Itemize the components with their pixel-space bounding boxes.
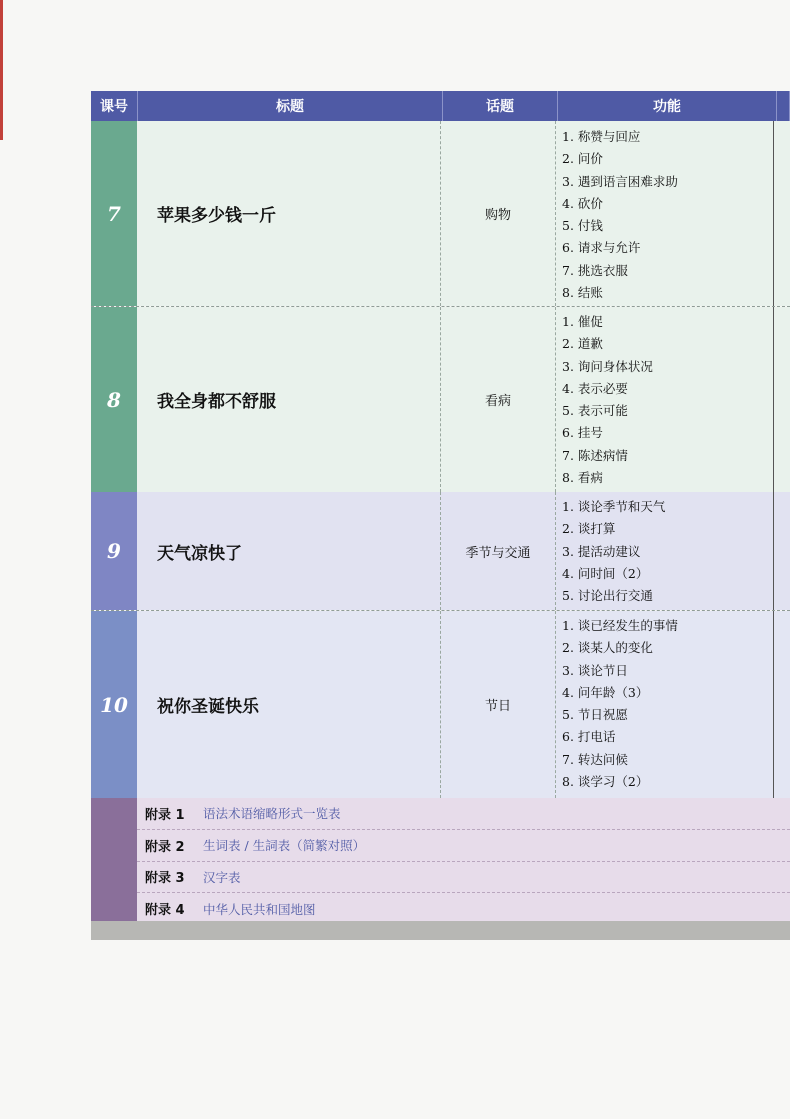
appendix-list — [137, 798, 790, 921]
function-item: 1. 谈论季节和天气 — [562, 499, 666, 514]
lesson-functions — [556, 492, 774, 610]
function-item: 5. 节日祝愿 — [562, 707, 628, 723]
appendix-label: 附录 2 — [145, 839, 185, 855]
lesson-number: 7 — [91, 121, 137, 306]
header-extra — [777, 91, 790, 121]
function-item: 2. 谈打算 — [562, 521, 616, 537]
function-item: 5. 讨论出行交通 — [562, 588, 653, 604]
function-item: 1. 谈已经发生的事情 — [562, 618, 678, 633]
table-header — [91, 91, 790, 121]
header-topic: 话题 — [443, 91, 558, 121]
appendix-title: 生词表 / 生詞表（简繁对照） — [203, 838, 366, 854]
function-item: 3. 谈论节日 — [562, 662, 628, 678]
function-item: 7. 挑选衣服 — [562, 262, 628, 278]
lesson-row — [91, 307, 790, 492]
function-item: 8. 谈学习（2） — [562, 774, 649, 790]
appendix-item[interactable] — [137, 798, 790, 830]
appendix-item[interactable] — [137, 830, 790, 862]
contents-table — [91, 91, 790, 940]
lesson-topic: 季节与交通 — [441, 492, 556, 610]
function-item: 4. 砍价 — [562, 195, 603, 211]
appendix-title: 汉字表 — [203, 869, 241, 885]
function-item: 7. 转达问候 — [562, 751, 628, 767]
appendix-title: 中华人民共和国地图 — [203, 901, 316, 917]
function-item: 7. 陈述病情 — [562, 447, 628, 463]
function-item: 3. 提活动建议 — [562, 543, 641, 559]
function-item: 4. 表示必要 — [562, 380, 628, 396]
lesson-functions — [556, 121, 774, 306]
appendix-label: 附录 1 — [145, 807, 185, 823]
lesson-functions — [556, 611, 774, 798]
row-extra — [774, 611, 790, 798]
appendix-item[interactable] — [137, 862, 790, 894]
function-item: 6. 请求与允许 — [562, 240, 641, 256]
appendix-title: 语法术语缩略形式一览表 — [203, 806, 341, 822]
lesson-row — [91, 611, 790, 798]
lesson-title: 苹果多少钱一斤 — [137, 121, 441, 306]
row-extra — [774, 307, 790, 492]
lesson-number: 9 — [91, 492, 137, 610]
function-item: 4. 问年龄（3） — [562, 684, 649, 700]
header-num: 课号 — [91, 91, 138, 121]
lesson-row — [91, 492, 790, 611]
lesson-functions — [556, 307, 774, 492]
function-item: 6. 打电话 — [562, 729, 616, 745]
lesson-number: 10 — [91, 611, 137, 798]
lesson-topic: 节日 — [441, 611, 556, 798]
function-item: 1. 称赞与回应 — [562, 129, 641, 144]
function-item: 1. 催促 — [562, 314, 603, 329]
bottom-bar — [91, 921, 790, 940]
function-item: 2. 道歉 — [562, 336, 603, 352]
page-edge-marker — [0, 0, 3, 140]
lesson-number: 8 — [91, 307, 137, 492]
appendix-sidebar — [91, 798, 137, 921]
appendix-label: 附录 4 — [145, 903, 185, 919]
lesson-title: 天气凉快了 — [137, 492, 441, 610]
lesson-topic: 购物 — [441, 121, 556, 306]
function-item: 2. 谈某人的变化 — [562, 640, 653, 656]
row-extra — [774, 121, 790, 306]
lesson-title: 我全身都不舒服 — [137, 307, 441, 492]
lesson-title: 祝你圣诞快乐 — [137, 611, 441, 798]
header-title: 标题 — [138, 91, 443, 121]
lesson-topic: 看病 — [441, 307, 556, 492]
header-function: 功能 — [558, 91, 777, 121]
function-item: 8. 看病 — [562, 470, 603, 486]
function-item: 8. 结账 — [562, 285, 603, 301]
row-extra — [774, 492, 790, 610]
appendix-item[interactable] — [137, 893, 790, 924]
function-item: 5. 表示可能 — [562, 403, 628, 419]
function-item: 5. 付钱 — [562, 218, 603, 234]
function-item: 6. 挂号 — [562, 425, 603, 441]
function-item: 3. 遇到语言困难求助 — [562, 173, 678, 189]
appendix-label: 附录 3 — [145, 871, 185, 887]
appendix-section — [91, 798, 790, 921]
function-item: 4. 问时间（2） — [562, 565, 649, 581]
function-item: 2. 问价 — [562, 151, 603, 167]
lesson-row — [91, 121, 790, 307]
function-item: 3. 询问身体状况 — [562, 358, 653, 374]
